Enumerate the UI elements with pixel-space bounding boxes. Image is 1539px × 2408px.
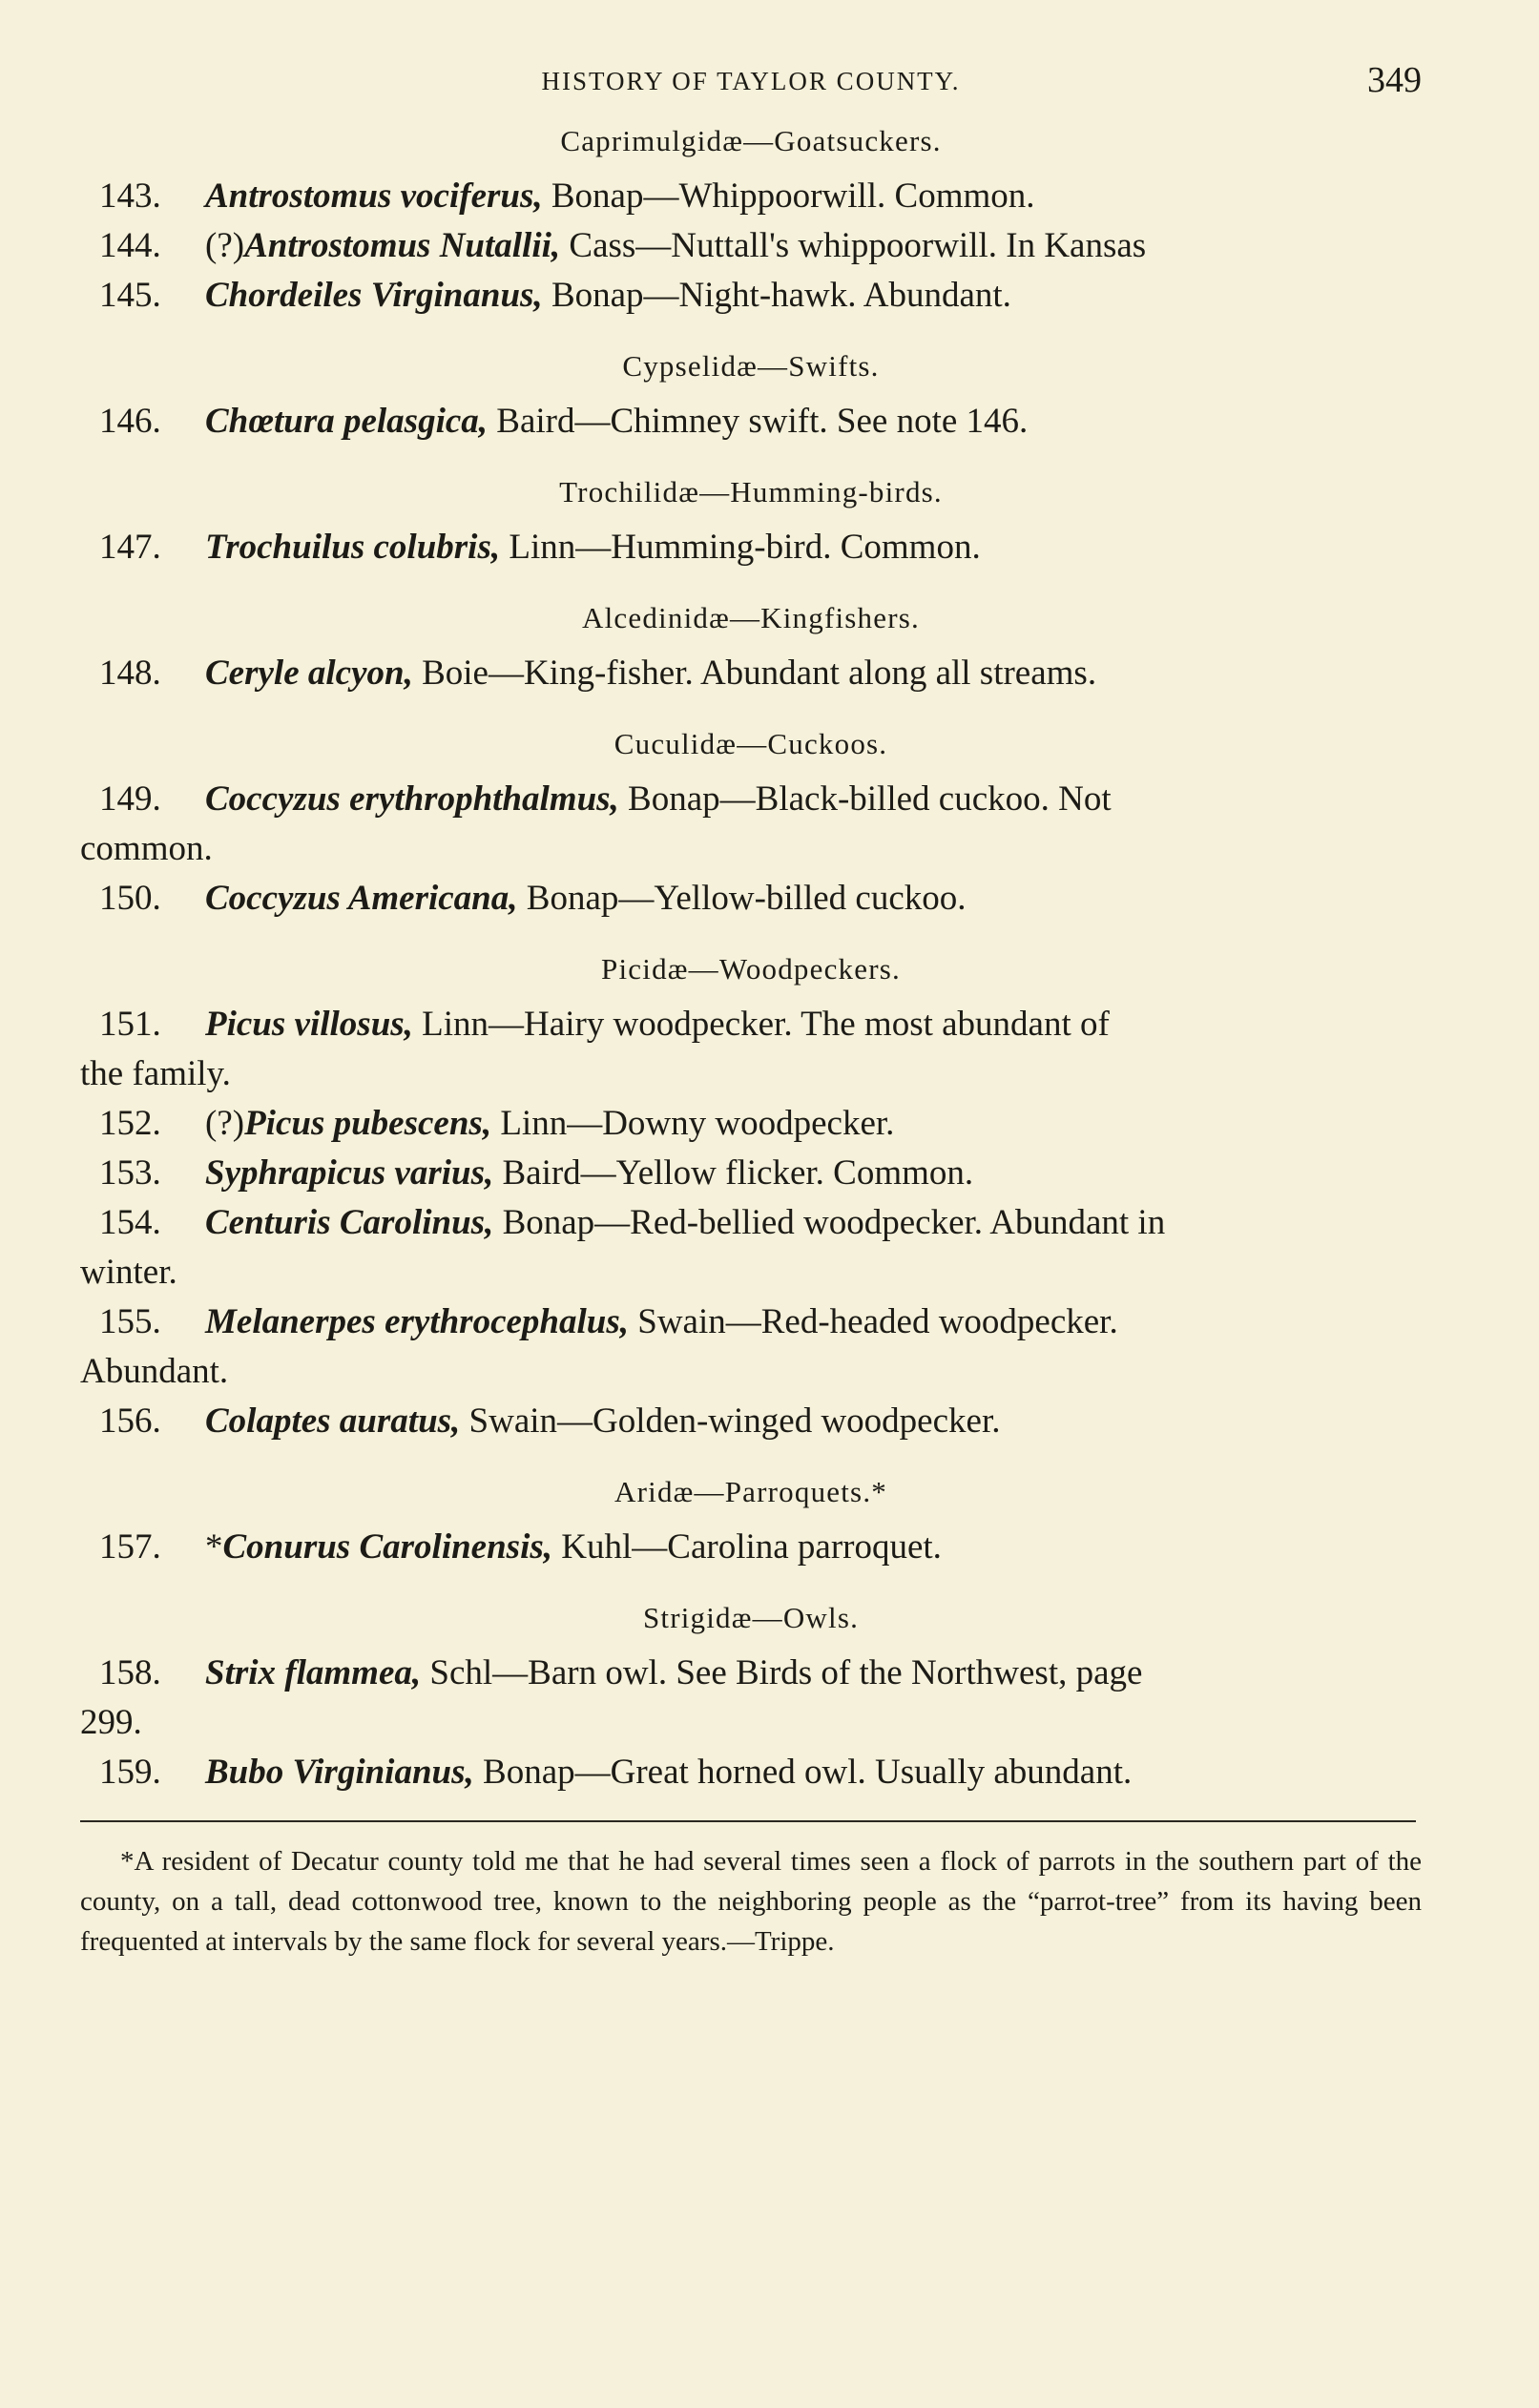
running-title: HISTORY OF TAYLOR COUNTY. [541, 67, 961, 95]
entry-number: 149. [99, 779, 161, 819]
entry-number: 145. [99, 276, 161, 315]
entry-continuation: 299. [80, 1703, 142, 1742]
entry-description: Cass—Nuttall's whippoorwill. In Kansas [560, 226, 1147, 265]
entry-number: 150. [99, 879, 161, 918]
entry-prefix: (?) [205, 1104, 245, 1143]
entry-number: 143. [99, 176, 161, 216]
running-head [80, 59, 1422, 107]
species-entry [80, 1198, 1422, 1297]
entry-prefix: (?) [205, 226, 245, 265]
species-entry [80, 271, 1422, 321]
entry-number: 151. [99, 1005, 161, 1044]
entry-description: Linn—Hairy woodpecker. The most abundant of [412, 1005, 1110, 1044]
species-name: Syphrapicus varius, [205, 1153, 494, 1193]
entry-number: 144. [99, 226, 161, 265]
entry-number: 154. [99, 1203, 161, 1242]
species-entry [80, 1397, 1422, 1446]
family-heading: Aridæ—Parroquets.* [614, 1475, 887, 1508]
entry-number: 159. [99, 1753, 161, 1792]
entry-number: 157. [99, 1527, 161, 1567]
entry-description: Bonap—Red-bellied woodpecker. Abundant in [493, 1203, 1166, 1242]
family-heading: Cuculidæ—Cuckoos. [614, 727, 888, 760]
species-entry [80, 1000, 1422, 1099]
species-name: Colaptes auratus, [205, 1401, 461, 1441]
entry-description: Bonap—Night-hawk. Abundant. [542, 276, 1011, 315]
family-heading: Trochilidæ—Humming-birds. [559, 475, 943, 509]
footnote [80, 1841, 1422, 1962]
family-heading: Picidæ—Woodpeckers. [601, 952, 901, 986]
species-entry [80, 775, 1422, 874]
species-name: Chœtura pelasgica, [205, 402, 489, 441]
family-heading: Alcedinidæ—Kingfishers. [582, 601, 920, 634]
entry-description: Swain—Golden-winged woodpecker. [460, 1401, 1001, 1441]
species-entry [80, 1748, 1422, 1797]
entry-description: Linn—Downy woodpecker. [491, 1104, 895, 1143]
entry-description: Kuhl—Carolina parroquet. [552, 1527, 942, 1567]
species-entry [80, 1523, 1422, 1572]
species-entry [80, 874, 1422, 924]
entry-description: Baird—Yellow flicker. Common. [493, 1153, 974, 1193]
species-entry [80, 1149, 1422, 1198]
entry-description: Bonap—Yellow-billed cuckoo. [517, 879, 967, 918]
entry-number: 153. [99, 1153, 161, 1193]
entry-number: 147. [99, 528, 161, 567]
species-name: Coccyzus Americana, [205, 879, 518, 918]
species-entry [80, 1297, 1422, 1397]
entry-continuation: the family. [80, 1054, 231, 1093]
entry-description: Bonap—Whippoorwill. Common. [542, 176, 1035, 216]
entry-description: Swain—Red-headed woodpecker. [629, 1302, 1118, 1341]
species-name: Trochuilus colubris, [205, 528, 501, 567]
entry-description: Schl—Barn owl. See Birds of the Northwest, page [421, 1653, 1143, 1692]
species-entry [80, 1099, 1422, 1149]
species-name: Ceryle alcyon, [205, 654, 413, 693]
entry-number: 146. [99, 402, 161, 441]
entry-description: Linn—Humming-bird. Common. [500, 528, 981, 567]
entry-continuation: common. [80, 829, 213, 868]
family-heading: Caprimulgidæ—Goatsuckers. [560, 124, 942, 157]
entry-description: Baird—Chimney swift. See note 146. [488, 402, 1029, 441]
species-name: Chordeiles Virginanus, [205, 276, 543, 315]
species-entry [80, 649, 1422, 698]
species-entry [80, 1649, 1422, 1748]
entry-number: 158. [99, 1653, 161, 1692]
species-name: Antrostomus vociferus, [205, 176, 543, 216]
species-entry [80, 221, 1422, 271]
footnote-rule [80, 1820, 1416, 1822]
family-heading: Strigidæ—Owls. [642, 1601, 860, 1634]
entry-number: 152. [99, 1104, 161, 1143]
species-entry [80, 523, 1422, 572]
entry-continuation: Abundant. [80, 1352, 229, 1391]
species-name: Antrostomus Nutallii, [244, 226, 561, 265]
family-heading: Cypselidæ—Swifts. [622, 349, 880, 383]
species-entry [80, 397, 1422, 446]
page-number: 349 [1367, 60, 1422, 100]
species-name: Strix flammea, [205, 1653, 422, 1692]
entry-description: Bonap—Black-billed cuckoo. Not [618, 779, 1112, 819]
species-entry [80, 172, 1422, 221]
catalogue-body [80, 124, 1422, 1962]
footnote-text: *A resident of Decatur county told me that he had several times seen a flock of parrots in the southern part of the county, on a tall, dead cottonwood tree, known to the neighboring people as the “parrot-tree” from its having been frequented at intervals by the same flock for several years.—Trippe. [80, 1846, 1422, 1957]
entry-number: 156. [99, 1401, 161, 1441]
species-name: Picus pubescens, [244, 1104, 492, 1143]
page [80, 59, 1422, 1962]
species-name: Picus villosus, [205, 1005, 413, 1044]
species-name: Coccyzus erythrophthalmus, [205, 779, 619, 819]
entry-number: 155. [99, 1302, 161, 1341]
species-name: Conurus Carolinensis, [222, 1527, 553, 1567]
entry-number: 148. [99, 654, 161, 693]
entry-description: Bonap—Great horned owl. Usually abundant. [473, 1753, 1133, 1792]
entry-prefix: * [205, 1527, 223, 1567]
species-name: Bubo Virginianus, [205, 1753, 474, 1792]
entry-continuation: winter. [80, 1253, 177, 1292]
entry-description: Boie—King-fisher. Abundant along all streams. [412, 654, 1097, 693]
species-name: Centuris Carolinus, [205, 1203, 494, 1242]
species-name: Melanerpes erythrocephalus, [205, 1302, 629, 1341]
